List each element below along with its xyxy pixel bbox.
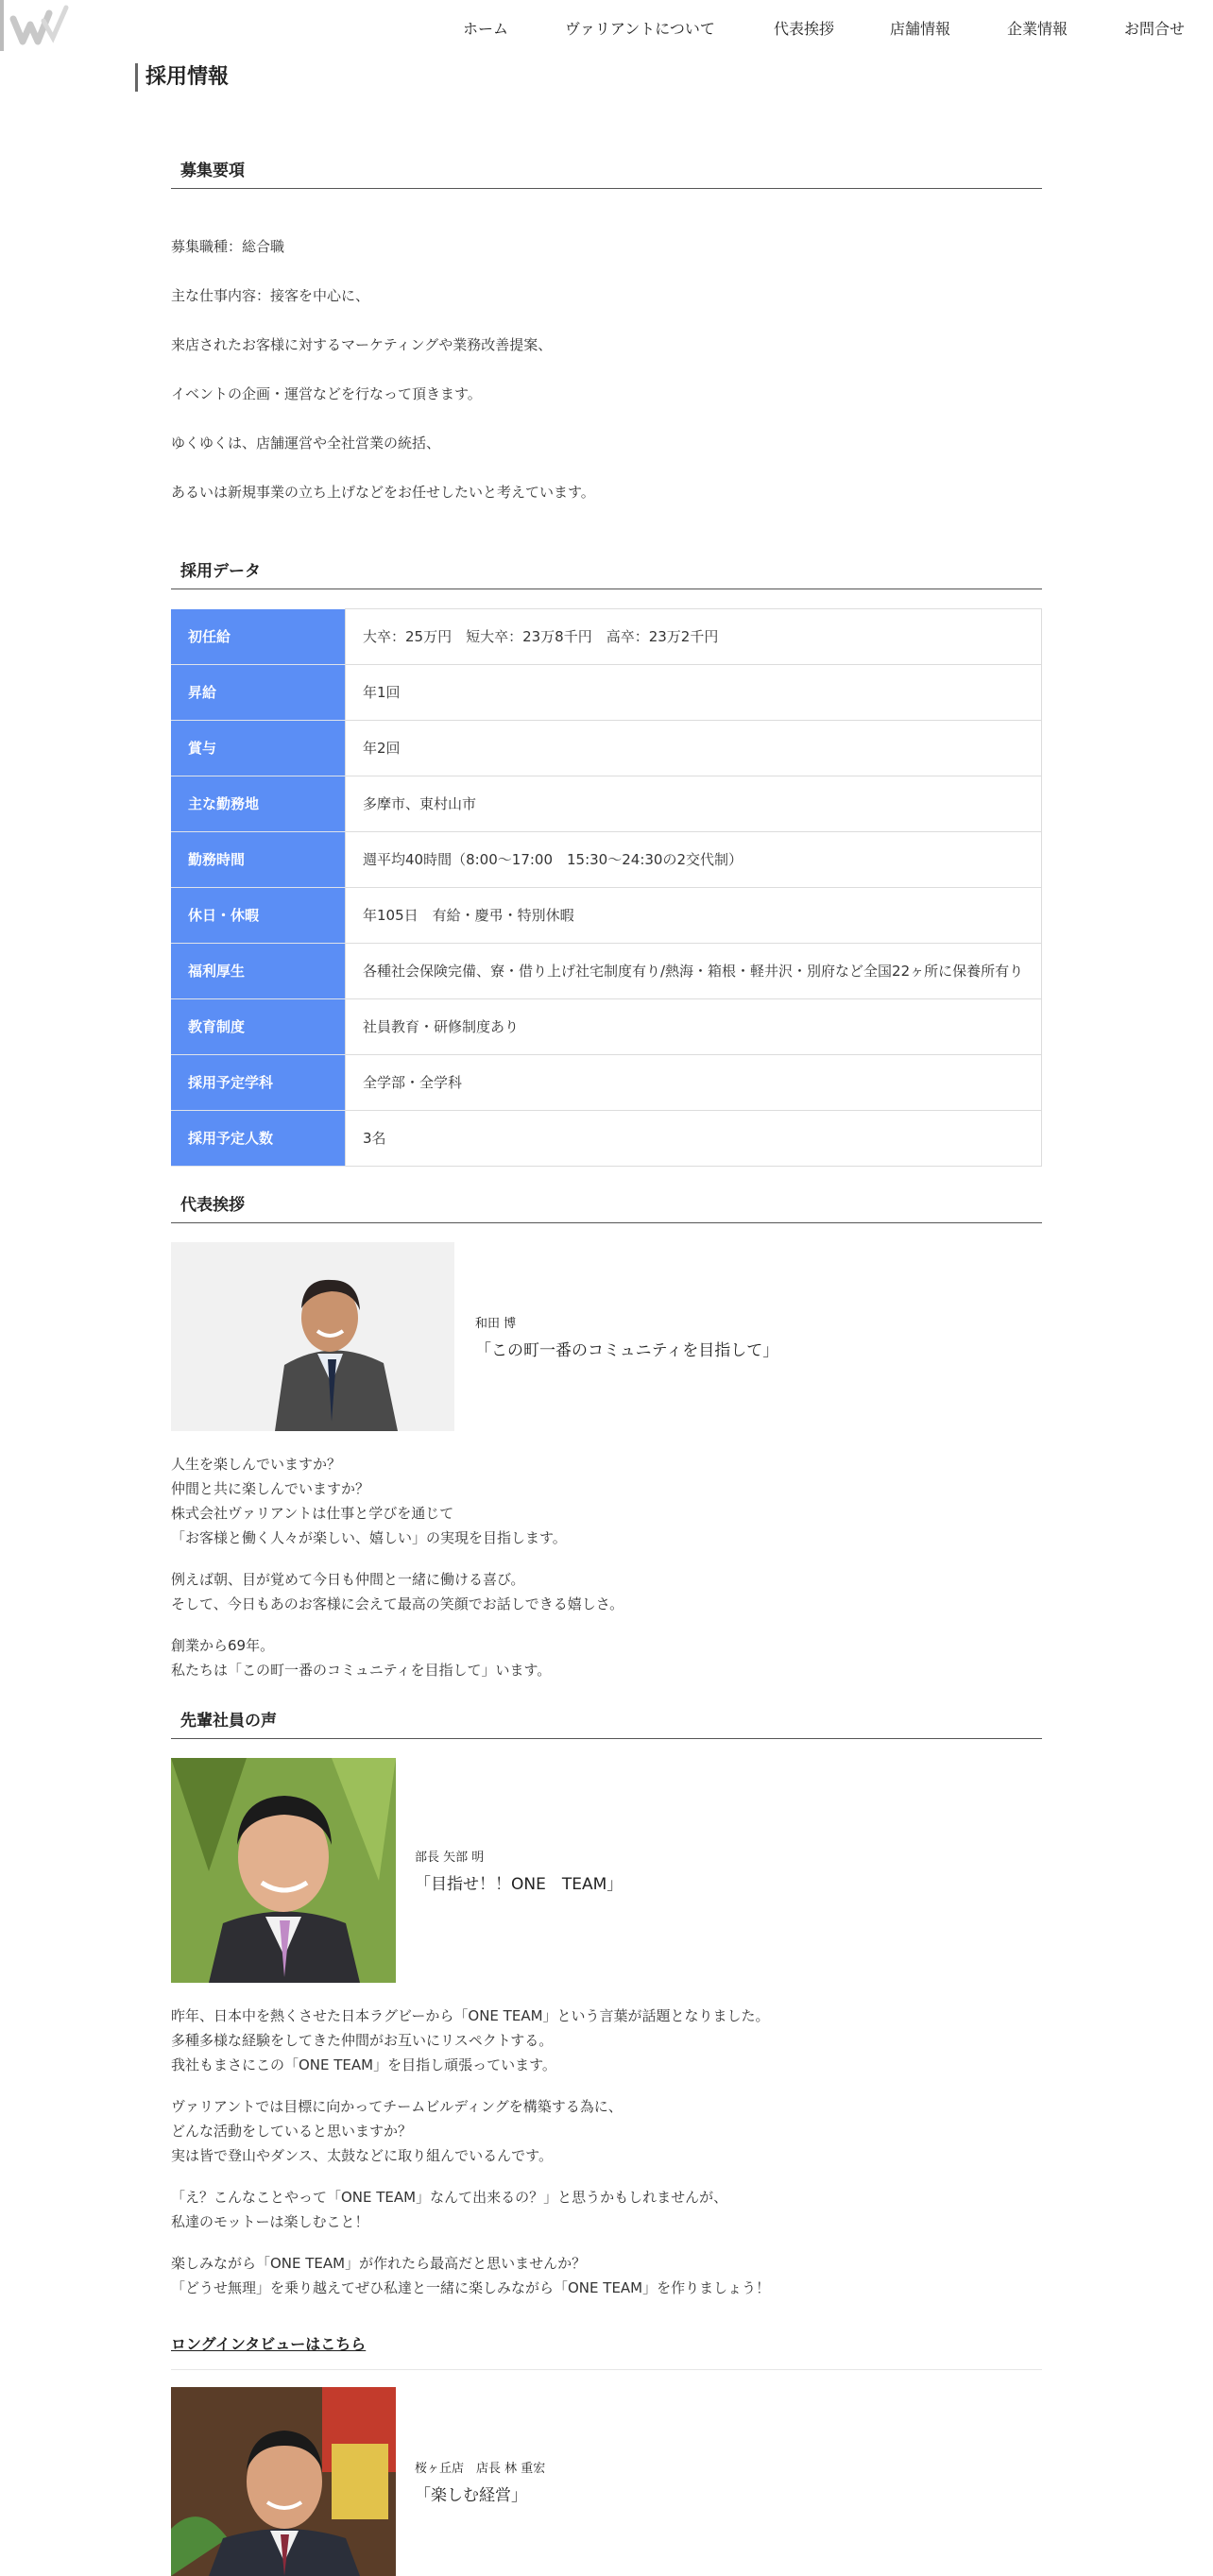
divider: [171, 2369, 1042, 2370]
row-value: 社員教育・研修制度あり: [346, 999, 1042, 1055]
nav-home[interactable]: ホーム: [463, 20, 509, 38]
row-value: 年1回: [346, 665, 1042, 721]
row-label: 賞与: [171, 721, 346, 776]
row-label: 福利厚生: [171, 944, 346, 999]
table-row: [171, 1055, 1042, 1111]
main-content: [171, 151, 1042, 2576]
recruit-description: [171, 210, 1042, 529]
row-label: 採用予定人数: [171, 1111, 346, 1167]
nav-contact[interactable]: お問合せ: [1124, 20, 1186, 38]
recruit-line: ゆくゆくは、店舗運営や全社営業の統括、: [171, 435, 441, 452]
row-value: 3名: [346, 1111, 1042, 1167]
row-label: 勤務時間: [171, 832, 346, 888]
recruit-line: 主な仕事内容：接客を中心に、: [171, 287, 370, 304]
table-row: [171, 665, 1042, 721]
row-label: 初任給: [171, 609, 346, 665]
table-row: [171, 609, 1042, 665]
row-value: 週平均40時間（8:00～17:00 15:30～24:30の2交代制）: [346, 832, 1042, 888]
recruit-line: あるいは新規事業の立ち上げなどをお任せしたいと考えています。: [171, 484, 595, 501]
greeting-heading: 代表挨拶: [171, 1186, 1042, 1223]
nav-stores[interactable]: 店舗情報: [890, 20, 951, 38]
voice-paragraph: ヴァリアントでは目標に向かってチームビルディングを構築する為に、 どんな活動をしていると思いますか？ 実は皆で登山やダンス、太鼓などに取り組んでいるんです。: [171, 2098, 623, 2164]
table-row: [171, 832, 1042, 888]
employee-quote-2: 「楽しむ経営」: [415, 2486, 527, 2505]
employee-quote: 「目指せ！！ONE TEAM」: [415, 1875, 624, 1894]
row-label: 主な勤務地: [171, 776, 346, 832]
voice-paragraph: 昨年、日本中を熱くさせた日本ラグビーから「ONE TEAM」という言葉が話題となりました。 多種多様な経験をしてきた仲間がお互いにリスペクトする。 我社もまさにこの「ONE TEAM」を目指し頑張っています。: [171, 2007, 770, 2073]
voices-heading: 先輩社員の声: [171, 1701, 1042, 1739]
recruit-line: イベントの企画・運営などを行なって頂きます。: [171, 385, 482, 402]
row-label: 採用予定学科: [171, 1055, 346, 1111]
global-nav: [444, 17, 1213, 40]
employee-photo: [171, 1758, 396, 1983]
nav-about[interactable]: ヴァリアントについて: [565, 20, 715, 38]
employee-profile: [171, 1758, 1042, 1983]
employee-meta: [415, 1847, 623, 1894]
table-row: [171, 999, 1042, 1055]
row-value: 全学部・全学科: [346, 1055, 1042, 1111]
greeting-paragraph: 創業から69年。 私たちは「この町一番のコミュニティを目指して」います。: [171, 1637, 552, 1679]
row-value: 各種社会保険完備、寮・借り上げ社宅制度有り/熱海・箱根・軽井沢・別府など全国22ヶ所に保養所有り: [346, 944, 1042, 999]
long-interview-link[interactable]: ロングインタビューはこちら: [171, 2335, 367, 2353]
data-heading: 採用データ: [171, 552, 1042, 589]
row-value: 年2回: [346, 721, 1042, 776]
ceo-quote: 「この町一番のコミュニティを目指して」: [475, 1341, 779, 1360]
ceo-profile: [171, 1242, 1042, 1431]
recruit-heading: 募集要項: [171, 151, 1042, 189]
employee-meta-2: [415, 2458, 545, 2505]
recruit-line: 募集職種：総合職: [171, 238, 285, 255]
voice-paragraph: 「え？こんなことやって「ONE TEAM」なんて出来るの？」と思うかもしれませんが、 私達のモットーは楽しむこと！: [171, 2189, 728, 2230]
nav-company[interactable]: 企業情報: [1007, 20, 1068, 38]
row-value: 年105日 有給・慶弔・特別休暇: [346, 888, 1042, 944]
recruit-line: 来店されたお客様に対するマーケティングや業務改善提案、: [171, 336, 553, 353]
row-label: 教育制度: [171, 999, 346, 1055]
employee-role: 部長 矢部 明: [415, 1851, 485, 1865]
table-row: [171, 944, 1042, 999]
employee-photo-2: [171, 2387, 396, 2576]
recruit-data-table: [171, 608, 1042, 1167]
table-row: [171, 721, 1042, 776]
ceo-meta: [475, 1313, 778, 1360]
ceo-photo: [171, 1242, 454, 1431]
row-value: 多摩市、東村山市: [346, 776, 1042, 832]
table-row: [171, 888, 1042, 944]
page-title: 採用情報: [135, 63, 229, 92]
greeting-paragraph: 人生を楽しんでいますか？ 仲間と共に楽しんでいますか？ 株式会社ヴァリアントは仕事と学びを通じて 「お客様と働く人々が楽しい、嬉しい」の実現を目指します。: [171, 1456, 567, 1546]
ceo-name: 和田 博: [475, 1317, 517, 1331]
row-label: 休日・休暇: [171, 888, 346, 944]
employee-profile-2: [171, 2387, 1042, 2576]
company-logo[interactable]: [0, 0, 76, 53]
row-label: 昇給: [171, 665, 346, 721]
nav-greeting[interactable]: 代表挨拶: [774, 20, 835, 38]
employee-role-2: 桜ヶ丘店 店長 林 重宏: [415, 2462, 546, 2476]
table-row: [171, 1111, 1042, 1167]
row-value: 大卒：25万円 短大卒：23万8千円 高卒：23万2千円: [346, 609, 1042, 665]
table-row: [171, 776, 1042, 832]
greeting-paragraph: 例えば朝、目が覚めて今日も仲間と一緒に働ける喜び。 そして、今日もあのお客様に会えて最高の笑顔でお話しできる嬉しさ。: [171, 1571, 624, 1612]
voice-paragraph: 楽しみながら「ONE TEAM」が作れたら最高だと思いませんか？ 「どうせ無理」を乗り越えてぜひ私達と一緒に楽しみながら「ONE TEAM」を作りましょう！: [171, 2255, 771, 2296]
